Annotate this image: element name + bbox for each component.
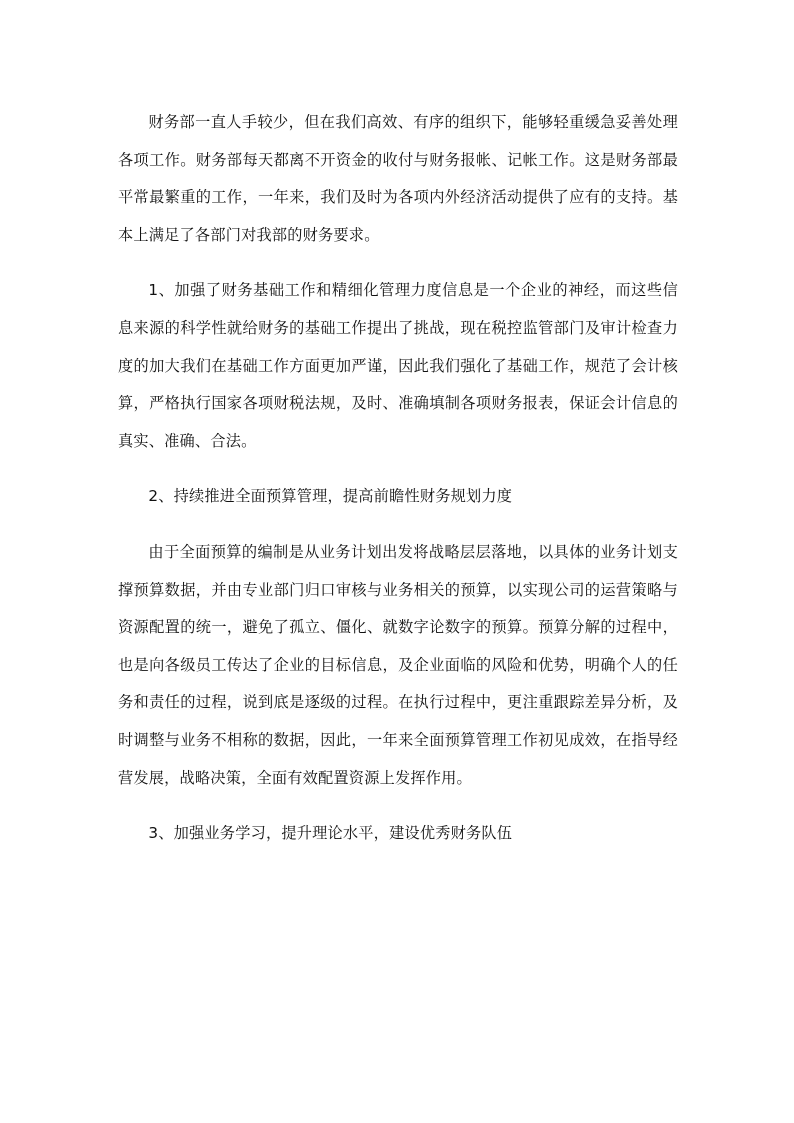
- paragraph-item-3-heading: 3、加强业务学习，提升理论水平，建设优秀财务队伍: [148, 824, 513, 843]
- paragraph-budget-management: 由于全面预算的编制是从业务计划出发将战略层层落地，以具体的业务计划支撑预算数据，并由专业部门归口审核与业务相关的预算，以实现公司的运营策略与资源配置的统一，避免了孤立、僵化、就数字论数字的预算。预算分解的过程中，也是向各级员工传达了企业的目标信息，及企业面临的风险和优势，明确个人的任务和责任的过程，说到底是逐级的过程。在执行过程中，更注重跟踪差异分析，及时调整与业务不相称的数据，因此，一年来全面预算管理工作初见成效，在指导经营发展，战略决策，全面有效配置资源上发挥作用。: [118, 542, 678, 787]
- paragraph-item-2-heading: 2、持续推进全面预算管理，提高前瞻性财务规划力度: [148, 487, 513, 506]
- document-body: [118, 104, 678, 853]
- paragraph-item-1-basic-work: 1、加强了财务基础工作和精细化管理力度信息是一个企业的神经，而这些信息来源的科学性就给财务的基础工作提出了挑战，现在税控监管部门及审计检查力度的加大我们在基础工作方面更加严谨，因此我们强化了基础工作，规范了会计核算，严格执行国家各项财税法规，及时、准确填制各项财务报表，保证会计信息的真实、准确、合法。: [118, 281, 678, 450]
- paragraph-staffing-summary: 财务部一直人手较少，但在我们高效、有序的组织下，能够轻重缓急妥善处理各项工作。财务部每天都离不开资金的收付与财务报帐、记帐工作。这是财务部最平常最繁重的工作，一年来，我们及时为各项内外经济活动提供了应有的支持。基本上满足了各部门对我部的财务要求。: [118, 113, 678, 244]
